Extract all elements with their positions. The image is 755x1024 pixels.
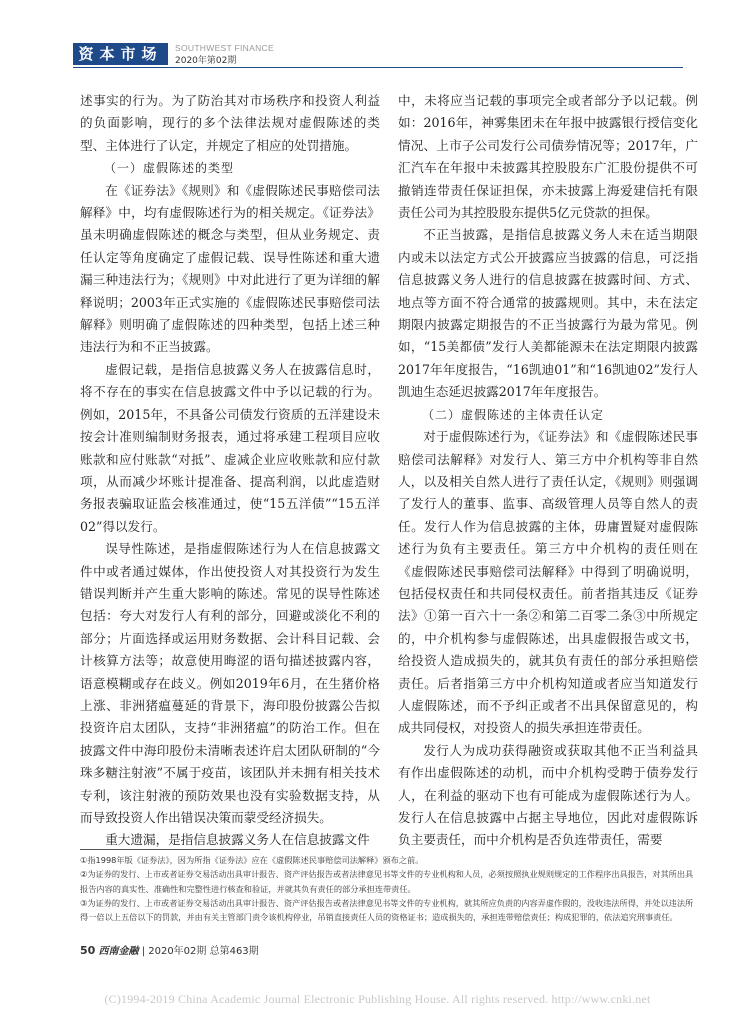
footnote: ②为证券的发行、上市或者证券交易活动出具审计报告、资产评估报告或者法律意见书等文件的专业机构和人员，必须按照执业规则规定的工作程序出具报告，对其所出具报告内容的真实性、准确性和完整性进行核查和验证，并就其负有责任的部分承担连带责任。 xyxy=(80,869,694,894)
paragraph: 重大遗漏，是指信息披露义务人在信息披露文件 xyxy=(105,832,370,848)
footnotes xyxy=(80,853,698,924)
paragraph: 虚假记载，是指信息披露义务人在披露信息时，将不存在的事实在信息披露文件中予以记载的行为。例如，2015年，不具备公司债发行资质的五洋建设未按会计准则编制财务报表，通过将承建工程项目应收账款和应付账款“对抵”、虚减企业应收账款和应付款项，从而减少坏账计提准备、提高利润，以此虚造财务报表骗取证监会核准通过，使“15五洋债”“15五洋02”得以发行。 xyxy=(80,361,380,534)
page-header xyxy=(0,0,755,68)
paragraph: 发行人为成功获得融资或获取其他不正当利益具有作出虚假陈述的动机，而中介机构受聘于债券发行人，在利益的驱动下也有可能成为虚假陈述行为人。发行人在信息披露中占据主导地位，因此对虚假陈诉负主要责任，而中介机构是否负连带责任，需要 xyxy=(398,742,698,848)
section-title: 资本市场 xyxy=(73,43,168,65)
page-number: 50 xyxy=(80,944,96,957)
section-heading: （二）虚假陈述的主体责任认定 xyxy=(422,407,605,422)
issue-label: 2020年第02期 xyxy=(175,56,237,66)
right-column xyxy=(398,90,698,852)
header-rule xyxy=(73,67,683,68)
journal-english-name: SOUTHWEST FINANCE xyxy=(175,43,274,53)
paragraph: 不正当披露，是指信息披露义务人未在适当期限内或未以法定方式公开披露应当披露的信息，可泛指信息披露义务人进行的信息披露在披露时间、方式、地点等方面不符合通常的披露规则。其中，未在法定期限内披露定期报告的不正当披露行为最为常见。例如，“15美都债”发行人美都能源未在法定期限内披露2017年年度报告，“16凯迪01”和“16凯迪02”发行人凯迪生态延迟披露2017年年度报告。 xyxy=(398,227,698,400)
left-column xyxy=(80,90,380,852)
cnki-watermark: (C)1994-2019 China Academic Journal Electronic Publishing House. All rights reserved. http://www.cnki.net xyxy=(104,992,651,1006)
footnote: ③为证券的发行、上市或者证券交易活动出具审计报告、资产评估报告或者法律意见书等文件的专业机构，就其所应负责的内容弄虚作假的，没收违法所得，并处以违法所得一倍以上五倍以下的罚款，并由有关主管部门责令该机构停业，吊销直接责任人员的资格证书；造成损失的，承担连带赔偿责任；构成犯罪的，依法追究刑事责任。 xyxy=(80,897,694,923)
issue-info: | 2020年02期 总第463期 xyxy=(141,946,259,957)
paragraph: 误导性陈述，是指虚假陈述行为人在信息披露文件中或者通过媒体，作出使投资人对其投资行为发生错误判断并产生重大影响的陈述。常见的误导性陈述包括：夸大对发行人有利的部分，回避或淡化不利的部分；片面选择或运用财务数据、会计科目记载、会计核算方法等；故意使用晦涩的语句描述披露内容，语意模糊或存在歧义。例如2019年6月，在生猪价格上涨、非洲猪瘟蔓延的背景下，海印股份披露公告拟投资许启太团队，支持“非洲猪瘟”的防治工作。但在披露文件中海印股份未清晰表述许启太团队研制的“今珠多糖注射液”不属于疫苗，该团队并未拥有相关技术专利，该注射液的预防效果也没有实验数据支持，从而导致投资人作出错误决策而蒙受经济损失。 xyxy=(80,541,380,825)
paragraph: 对于虚假陈述行为，《证券法》和《虚假陈述民事赔偿司法解释》对发行人、第三方中介机构等非自然人，以及相关自然人进行了责任认定，《规则》则强调了发行人的董事、监事、高级管理人员等自然人的责任。发行人作为信息披露的主体，毋庸置疑对虚假陈述行为负有主要责任。第三方中介机构的责任则在《虚假陈述民事赔偿司法解释》中得到了明确说明，包括侵权责任和共同侵权责任。前者指其违反《证券法》①第一百六十一条②和第二百零二条③中所规定的，中介机构参与虚假陈述，出具虚假报告或文书，给投资人造成损失的，就其负有责任的部分承担赔偿责任。后者指第三方中介机构知道或者应当知道发行人虚假陈述，而不予纠正或者不出具保留意见的，构成共同侵权，对投资人的损失承担连带责任。 xyxy=(398,429,698,736)
section-heading: （一）虚假陈述的类型 xyxy=(104,161,235,176)
footnote-divider xyxy=(80,849,260,850)
footnote: ①指1998年版《证券法》，因为所指《证券法》应在《虚假陈述民事赔偿司法解释》颁布之前。 xyxy=(80,855,424,865)
paragraph: 在《证券法》《规则》和《虚假陈述民事赔偿司法解释》中，均有虚假陈述行为的相关规定。《证券法》虽未明确虚假陈述的概念与类型，但从业务规定、责任认定等角度确定了虚假记载、误导性陈述和重大遗漏三种违法行为；《规则》中对此进行了更为详细的解释说明；2003年正式实施的《虚假陈述民事赔偿司法解释》则明确了虚假陈述的四种类型，包括上述三种违法行为和不正当披露。 xyxy=(80,182,380,355)
paragraph: 述事实的行为。为了防治其对市场秩序和投资人利益的负面影响，现行的多个法律法规对虚假陈述的类型、主体进行了认定，并规定了相应的处罚措施。 xyxy=(80,93,380,153)
paragraph: 中，未将应当记载的事项完全或者部分予以记载。例如：2016年，神雾集团未在年报中披露银行授信变化情况、上市子公司发行公司债券情况等；2017年，广汇汽车在年报中未披露其控股股东广汇股份提供不可撤销连带责任保证担保，亦未披露上海爱建信托有限责任公司为其控股股东提供5亿元贷款的担保。 xyxy=(398,93,698,221)
page-footer xyxy=(80,942,259,957)
journal-name: 西南金融 xyxy=(98,946,139,957)
